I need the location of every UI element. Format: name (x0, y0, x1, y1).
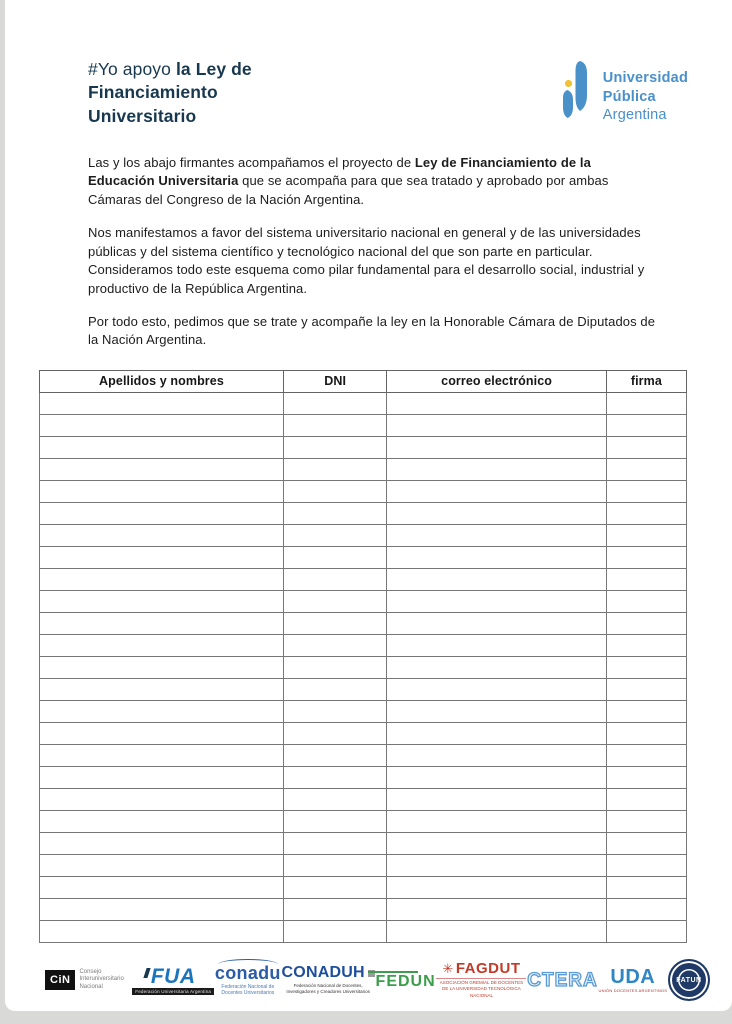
empty-signature-cell (40, 722, 284, 744)
empty-signature-cell (387, 656, 606, 678)
title-light-part: #Yo apoyo (88, 59, 176, 79)
table-row (40, 392, 687, 414)
empty-signature-cell (283, 854, 387, 876)
table-row (40, 656, 687, 678)
empty-signature-cell (606, 898, 686, 920)
empty-signature-cell (283, 524, 387, 546)
title-bold-part: la Ley de Financiamiento Universitario (88, 59, 252, 126)
empty-signature-cell (283, 744, 387, 766)
empty-signature-cell (606, 810, 686, 832)
table-row (40, 634, 687, 656)
empty-signature-cell (606, 832, 686, 854)
empty-signature-cell (283, 612, 387, 634)
table-row (40, 546, 687, 568)
paragraph-1 (88, 154, 657, 209)
empty-signature-cell (283, 656, 387, 678)
table-row (40, 722, 687, 744)
empty-signature-cell (40, 524, 284, 546)
empty-signature-cell (283, 458, 387, 480)
empty-signature-cell (283, 920, 387, 942)
empty-signature-cell (40, 458, 284, 480)
conadu-acronym: conadu (214, 962, 281, 983)
table-row (40, 568, 687, 590)
empty-signature-cell (283, 876, 387, 898)
empty-signature-cell (283, 414, 387, 436)
empty-signature-cell (40, 436, 284, 458)
table-row (40, 414, 687, 436)
empty-signature-cell (283, 788, 387, 810)
empty-signature-cell (40, 920, 284, 942)
empty-signature-cell (40, 634, 284, 656)
empty-signature-cell (606, 678, 686, 700)
table-row (40, 876, 687, 898)
empty-signature-cell (606, 656, 686, 678)
table-row (40, 832, 687, 854)
upa-logo-text (603, 69, 688, 125)
empty-signature-cell (40, 854, 284, 876)
table-row (40, 700, 687, 722)
empty-signature-cell (387, 502, 606, 524)
empty-signature-cell (387, 590, 606, 612)
table-row (40, 766, 687, 788)
empty-signature-cell (387, 744, 606, 766)
empty-signature-cell (283, 568, 387, 590)
empty-signature-cell (387, 854, 606, 876)
empty-signature-cell (606, 788, 686, 810)
p1-post: que se acompaña para que sea tratado y aprobado por ambas Cámaras del Congreso de la Nación Argentina. (88, 173, 609, 207)
empty-signature-cell (606, 502, 686, 524)
empty-signature-cell (606, 524, 686, 546)
fagdut-acronym-text: FAGDUT (455, 960, 521, 978)
empty-signature-cell (606, 392, 686, 414)
empty-signature-cell (387, 766, 606, 788)
col-header-firma: firma (606, 370, 686, 392)
empty-signature-cell (387, 920, 606, 942)
empty-signature-cell (606, 920, 686, 942)
empty-signature-cell (606, 722, 686, 744)
table-row (40, 788, 687, 810)
empty-signature-cell (283, 832, 387, 854)
empty-signature-cell (387, 898, 606, 920)
table-row (40, 898, 687, 920)
empty-signature-cell (40, 590, 284, 612)
empty-signature-cell (40, 810, 284, 832)
empty-signature-cell (387, 458, 606, 480)
conadu-name: Federación Nacional de Docentes Universitarios (221, 983, 275, 996)
table-row (40, 524, 687, 546)
table-row (40, 590, 687, 612)
empty-signature-cell (40, 612, 284, 634)
empty-signature-cell (40, 480, 284, 502)
empty-signature-cell (40, 744, 284, 766)
p1-pre: Las y los abajo firmantes acompañamos el proyecto de (88, 154, 415, 170)
ctera-logo (527, 971, 597, 990)
empty-signature-cell (387, 722, 606, 744)
empty-signature-cell (606, 546, 686, 568)
table-row (40, 678, 687, 700)
empty-signature-cell (606, 458, 686, 480)
conadu-historica-logo (282, 965, 375, 995)
fatun-acronym: FATUN (676, 976, 702, 984)
empty-signature-cell (606, 876, 686, 898)
header (88, 58, 688, 128)
upa-flag-sun-icon (558, 60, 594, 118)
empty-signature-cell (606, 414, 686, 436)
fua-logo (132, 966, 214, 995)
col-header-correo: correo electrónico (387, 370, 606, 392)
empty-signature-cell (606, 480, 686, 502)
empty-signature-cell (40, 656, 284, 678)
table-row (40, 436, 687, 458)
table-row (40, 612, 687, 634)
col-header-dni: DNI (283, 370, 387, 392)
empty-signature-cell (40, 766, 284, 788)
uda-name: UNIÓN DOCENTES ARGENTINOS (598, 988, 668, 993)
empty-signature-cell (387, 678, 606, 700)
signature-table (39, 370, 687, 943)
empty-signature-cell (606, 766, 686, 788)
empty-signature-cell (283, 590, 387, 612)
table-row (40, 854, 687, 876)
paragraph-3: Por todo esto, pedimos que se trate y acompañe la ley en la Honorable Cámara de Diputados de la Nación Argentina. (88, 313, 656, 348)
uda-logo (599, 967, 668, 993)
empty-signature-cell (283, 480, 387, 502)
fagdut-name: ASOCIACIÓN GREMIAL DE DOCENTES DE LA UNIVERSIDAD TECNOLÓGICA NACIONAL (436, 978, 526, 998)
table-row (40, 744, 687, 766)
fagdut-star-icon: ✳ (442, 961, 454, 977)
empty-signature-cell (40, 502, 284, 524)
empty-signature-cell (606, 436, 686, 458)
empty-signature-cell (283, 700, 387, 722)
upa-line2: Pública (602, 88, 656, 105)
empty-signature-cell (606, 612, 686, 634)
fagdut-logo (436, 961, 526, 998)
empty-signature-cell (387, 788, 606, 810)
signature-table-body (40, 392, 687, 942)
fedun-acronym: FEDUN (375, 972, 436, 990)
empty-signature-cell (40, 700, 284, 722)
empty-signature-cell (40, 568, 284, 590)
empty-signature-cell (387, 634, 606, 656)
empty-signature-cell (606, 634, 686, 656)
empty-signature-cell (387, 832, 606, 854)
empty-signature-cell (283, 436, 387, 458)
empty-signature-cell (40, 898, 284, 920)
fua-name: Federación Universitaria Argentina (132, 988, 214, 995)
empty-signature-cell (40, 414, 284, 436)
empty-signature-cell (40, 832, 284, 854)
page-title (88, 58, 318, 128)
fatun-logo (668, 959, 710, 1001)
table-header-row (40, 370, 687, 392)
empty-signature-cell (387, 392, 606, 414)
empty-signature-cell (606, 568, 686, 590)
empty-signature-cell (387, 876, 606, 898)
empty-signature-cell (283, 898, 387, 920)
empty-signature-cell (606, 590, 686, 612)
p1-bold: Ley de Financiamiento de la Educación Universitaria (88, 154, 591, 189)
fedun-logo (376, 971, 436, 990)
fua-acronym: FUA (150, 964, 196, 988)
cin-logo (45, 969, 131, 992)
conadu-logo (215, 964, 281, 997)
fatun-seal-icon (668, 959, 710, 1001)
supporting-organizations (45, 952, 710, 1008)
cin-acronym: CiN (45, 970, 75, 990)
empty-signature-cell (387, 700, 606, 722)
empty-signature-cell (40, 546, 284, 568)
empty-signature-cell (387, 612, 606, 634)
table-row (40, 810, 687, 832)
empty-signature-cell (606, 744, 686, 766)
upa-line1: Universidad (602, 70, 688, 86)
empty-signature-cell (387, 480, 606, 502)
empty-signature-cell (283, 392, 387, 414)
conadu-historica-acronym: CONADUH (282, 965, 375, 981)
empty-signature-cell (387, 810, 606, 832)
empty-signature-cell (606, 854, 686, 876)
upa-line3: Argentina (602, 107, 667, 124)
empty-signature-cell (40, 788, 284, 810)
empty-signature-cell (283, 546, 387, 568)
universidad-publica-argentina-logo (558, 60, 688, 125)
intro-text (88, 154, 657, 350)
table-row (40, 480, 687, 502)
empty-signature-cell (283, 678, 387, 700)
conadu-historica-name: Federación Nacional de Docentes, Investigadores y Creadores Universitarios (286, 983, 370, 994)
table-row (40, 458, 687, 480)
uda-acronym: UDA (610, 966, 656, 988)
empty-signature-cell (387, 414, 606, 436)
empty-signature-cell (283, 502, 387, 524)
empty-signature-cell (283, 634, 387, 656)
empty-signature-cell (387, 568, 606, 590)
paragraph-2: Nos manifestamos a favor del sistema universitario nacional en general y de las universidades públicas y del sistema científico y tecnológico nacional del que son parte en particular. Consideramos todo este esquema como pilar fundamental para el desarrollo social, industrial y productivo de la República Argentina. (88, 225, 645, 296)
empty-signature-cell (40, 876, 284, 898)
petition-page (5, 0, 732, 1011)
empty-signature-cell (283, 766, 387, 788)
fagdut-acronym (442, 961, 520, 976)
empty-signature-cell (40, 678, 284, 700)
empty-signature-cell (387, 436, 606, 458)
empty-signature-cell (606, 700, 686, 722)
ctera-acronym: CTERA (527, 969, 598, 991)
empty-signature-cell (283, 810, 387, 832)
empty-signature-cell (283, 722, 387, 744)
table-row (40, 502, 687, 524)
table-row (40, 920, 687, 942)
empty-signature-cell (40, 392, 284, 414)
empty-signature-cell (387, 524, 606, 546)
empty-signature-cell (387, 546, 606, 568)
cin-name: Consejo Interuniversitario Nacional (79, 968, 124, 990)
col-header-apellidos: Apellidos y nombres (40, 370, 284, 392)
